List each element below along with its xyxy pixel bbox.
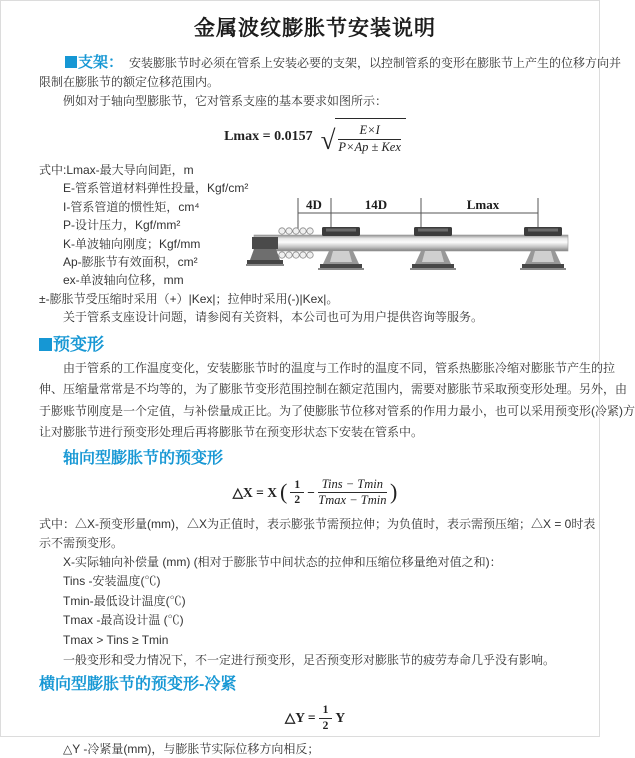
radical-body [335, 118, 406, 155]
definition-item: ex-单波轴向位移，mm [63, 273, 184, 288]
definition-item: I-管系管道的惯性矩，cm⁴ [63, 199, 200, 214]
support-example-line: 例如对于轴向型膨胀节，它对管系支座的基本要求如图所示： [63, 94, 388, 108]
axial-note: 一般变形和受力情况下，不一定进行预变形，足否预变形对膨胀节的疲劳寿命几乎没有影响。 [63, 652, 556, 667]
minus-sign: − [307, 484, 315, 500]
dimension-label-4d: 4D [306, 197, 322, 212]
half-denominator: 2 [294, 494, 301, 507]
one-half-fraction [290, 478, 304, 508]
one-half-fraction [319, 703, 333, 733]
pipe-support-diagram-svg [246, 191, 598, 291]
section-heading-predeform: 预变形 [53, 334, 104, 354]
half-denominator: 2 [322, 719, 329, 732]
dimension-label-lmax: Lmax [466, 197, 500, 212]
support-intro-line-1 [39, 53, 622, 73]
predeform-paragraph [39, 358, 635, 444]
definition-item: 关于管系支座设计问题，请参阅有关资料，本公司也可为用户提供咨询等服务。 [63, 310, 484, 325]
formula-lateral-rhs: Y [335, 710, 346, 726]
definition-item: P-设计压力，Kgf/mm² [63, 218, 181, 233]
formula-lmax [39, 119, 591, 155]
temperature-numerator: Tins − Tmin [318, 477, 387, 494]
blue-square-icon [39, 338, 52, 351]
half-numerator: 1 [290, 478, 304, 493]
subsection-heading-axial: 轴向型膨胀节的预变形 [63, 449, 224, 467]
paragraph-line: 伸、压缩量常常是不均等的，为了膨胀节变形范围控制在额定范围内，需要对膨胀节采取预变形处理。另外，由 [39, 382, 628, 397]
section-heading-predeform-row [39, 334, 591, 355]
formula-lmax-lhs: Lmax = 0.0157 [224, 129, 313, 144]
page-title: 金属波纹膨胀节安装说明 [194, 17, 436, 40]
formula-lmax-fraction [338, 123, 401, 155]
definition-item: Ap-膨胀节有效面积，cm² [63, 255, 198, 270]
open-paren: ( [279, 478, 288, 504]
page-content [1, 15, 635, 758]
half-numerator: 1 [319, 703, 333, 718]
formula-lateral-coldpull [39, 704, 591, 732]
definition-item: 式中:Lmax-最大导向间距，m [39, 163, 194, 177]
support-intro-line-2: 限制在膨胀节的额定位移范围内。 [39, 75, 220, 89]
axial-explanation [39, 515, 596, 553]
formula-axial-predeform [39, 477, 591, 509]
variable-item: Tins -安装温度(℃) [63, 574, 161, 589]
pipe [254, 235, 568, 251]
pipe-support-diagram [246, 191, 598, 291]
formula-lateral-lhs: △Y = [284, 710, 316, 726]
close-paren: ) [390, 478, 398, 504]
section-heading-support: 支架： [78, 54, 124, 71]
formula-lmax-numerator: E×I [338, 123, 401, 140]
formula-axial-lhs: △X = X [232, 484, 277, 500]
subsection-heading-lateral: 横向型膨胀节的预变形-冷紧 [39, 676, 237, 694]
explanation-line: 示不需预变形。 [39, 535, 124, 550]
definition-item: K-单波轴向刚度；Kgf/mm [63, 236, 201, 251]
formula-lmax-denominator: P×Ap ± Kex [338, 140, 401, 154]
definition-item: ±-膨胀节受压缩时采用（+）|Kex|；拉伸时采用(-)|Kex|。 [39, 291, 339, 306]
blue-square-icon [65, 56, 77, 68]
axial-variable-list [39, 553, 591, 651]
paragraph-line: 由于管系的工作温度变化，安装膨胀节时的温度与工作时的温度不同，管系热膨胀冷缩对膨胀节产生的拉 [63, 360, 616, 375]
variable-item: X-实际轴向补偿量 (mm) (相对于膨胀节中间状态的拉伸和压缩位移量绝对值之和)： [63, 554, 502, 569]
variable-item: Tmax > Tins ≥ Tmin [63, 633, 169, 648]
variable-item: Tmin-最低设计温度(℃) [63, 593, 186, 608]
support-intro-text: 安装膨胀节时必须在管系上安装必要的支架，以控制管系的变形在膨胀节上产生的位移方向并 [129, 56, 622, 70]
section-support [39, 53, 622, 111]
variable-item: Tmax -最高设计温 (℃) [63, 613, 184, 628]
lateral-variable-item: △Y -冷紧量(mm)，与膨胀节实际位移方向相反； [63, 742, 320, 757]
dimension-label-14d: 14D [364, 197, 388, 212]
explanation-line: 式中：△X-预变形量(mm)，△X为正值时，表示膨张节需预拉伸；为负值时，表示需预压缩；△X = 0时表 [39, 516, 596, 531]
paragraph-line: 让对膨胀节进行预变形处理后再将膨胀节在预变形状态下安装在管系中。 [39, 425, 424, 440]
temperature-denominator: Tmax − Tmin [318, 493, 387, 508]
paragraph-line: 于膨账节刚度是一个定值，与补偿量成正比。为了使膨胀节位移对管系的作用力最小，也可以采用预变形(冷紧)方 [39, 403, 635, 418]
definition-item: E-管系管道材料弹性投量，Kgf/cm² [63, 181, 249, 196]
radical-icon: √ [320, 124, 336, 155]
temperature-fraction [318, 477, 387, 509]
